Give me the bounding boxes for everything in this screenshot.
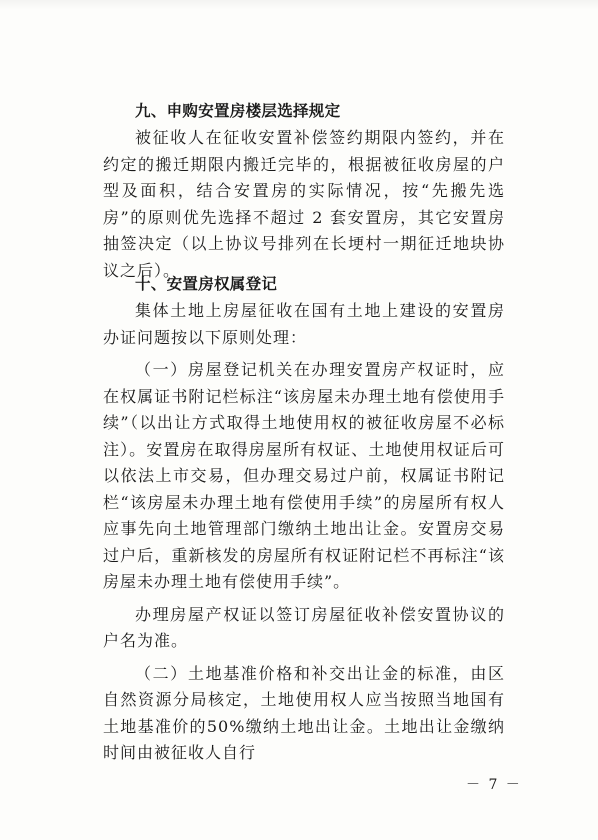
section-9-paragraph-1: 被征收人在征收安置补偿签约期限内签约，并在约定的搬迁期限内搬迁完毕的，根据被征收房屋的户型及面积，结合安置房的实际情况，按“先搬先选房”的原则优先选择不超过 2 套安置房，其它安置房抽签决定（以上协议号排列在长埂村一期征迁地块协议之后）。 [103,128,505,280]
section-10-paragraph-certificate-name: 办理房屋产权证以签订房屋征收补偿安置协议的户名为准。 [103,604,505,650]
section-9 [103,98,505,284]
section-10-heading: 十、安置房权属登记 [135,275,278,293]
section-9-heading: 九、申购安置房楼层选择规定 [135,102,341,120]
section-10-paragraph-item-1: （一）房屋登记机关在办理安置房产权证时，应在权属证书附记栏标注“该房屋未办理土地有偿使用手续”（以出让方式取得土地使用权的被征收房屋不必标注）。安置房在取得房屋所有权证、土地使用权证后可以依法上市交易，但办理交易过户前，权属证书附记栏“该房屋未办理土地有偿使用手续”的房屋所有权人应事先向土地管理部门缴纳土地出让金。安置房交易过户后，重新核发的房屋所有权证附记栏不再标注“该房屋未办理土地有偿使用手续”。 [103,360,505,591]
section-10 [103,271,505,767]
section-10-paragraph-item-2: （二）土地基准价格和补交出让金的标准，由区自然资源分局核定，土地使用权人应当按照当地国有土地基准价的50%缴纳土地出让金。土地出让金缴纳时间由被征收人自行 [103,663,505,762]
section-10-paragraph-intro: 集体土地上房屋征收在国有土地上建设的安置房办证问题按以下原则处理： [103,301,505,347]
page-number: － 7 － [466,777,522,793]
scan-edge-shadow [0,0,598,10]
